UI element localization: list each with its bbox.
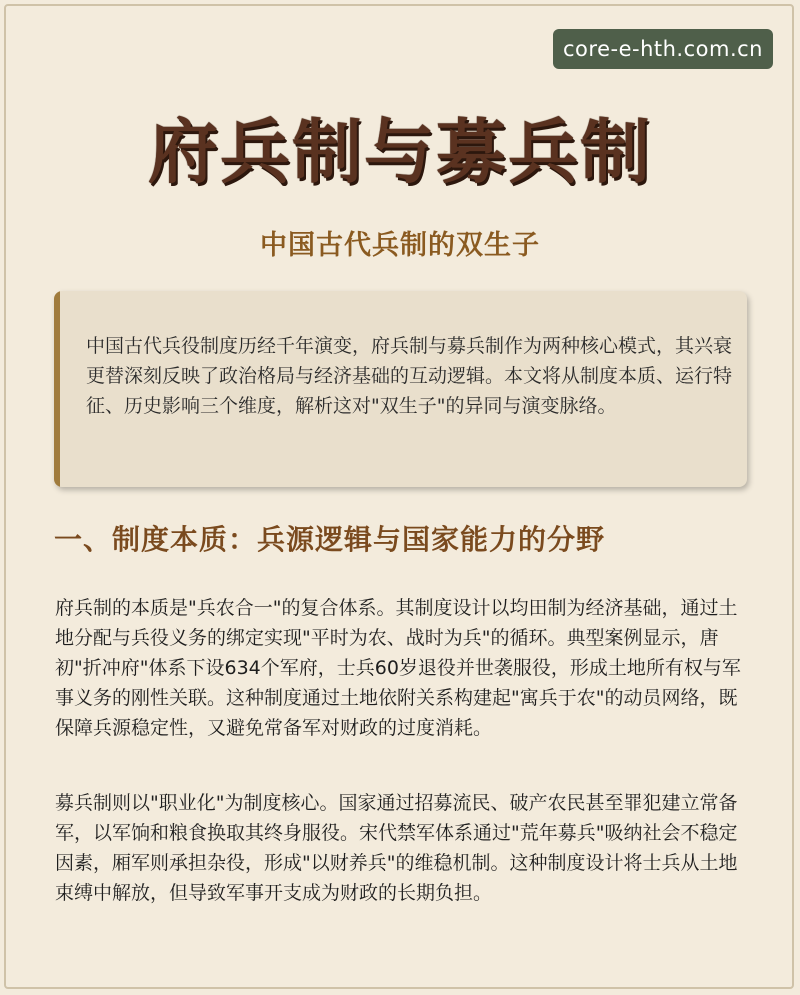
section-heading: 一、制度本质：兵源逻辑与国家能力的分野	[54, 523, 606, 556]
intro-text: 中国古代兵役制度历经千年演变，府兵制与募兵制作为两种核心模式，其兴衰更替深刻反映了政治格局与经济基础的互动逻辑。本文将从制度本质、运行特征、历史影响三个维度，解析这对"双生子"的异同与演变脉络。	[86, 335, 733, 417]
paragraph-fubing: 府兵制的本质是"兵农合一"的复合体系。其制度设计以均田制为经济基础，通过土地分配与兵役义务的绑定实现"平时为农、战时为兵"的循环。典型案例显示，唐初"折冲府"体系下设634个军府，士兵60岁退役并世袭服役，形成土地所有权与军事义务的刚性关联。这种制度通过土地依附关系构建起"寓兵于农"的动员网络，既保障兵源稳定性，又避免常备军对财政的过度消耗。	[55, 597, 741, 739]
watermark-badge: core-e-hth.com.cn	[553, 29, 773, 69]
intro-box	[54, 291, 747, 487]
page-title: 府兵制与募兵制	[148, 111, 652, 193]
paragraph-mubing: 募兵制则以"职业化"为制度核心。国家通过招募流民、破产农民甚至罪犯建立常备军，以军饷和粮食换取其终身服役。宋代禁军体系通过"荒年募兵"吸纳社会不稳定因素，厢军则承担杂役，形成"以财养兵"的维稳机制。这种制度设计将士兵从土地束缚中解放，但导致军事开支成为财政的长期负担。	[55, 792, 738, 904]
page-subtitle: 中国古代兵制的双生子	[260, 230, 540, 261]
intro-accent-bar	[54, 291, 60, 487]
